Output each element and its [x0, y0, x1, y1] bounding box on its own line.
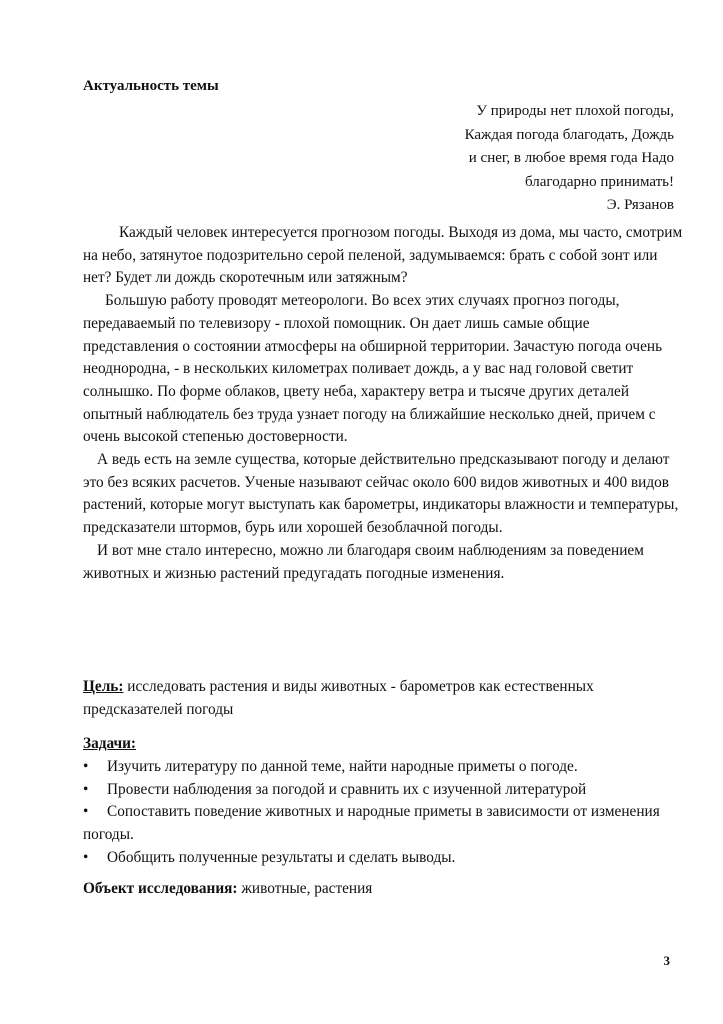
section-heading: Актуальность темы: [83, 78, 219, 94]
epigraph: [374, 100, 674, 218]
task-text: Изучить литературу по данной теме, найти народные приметы о погоде.: [107, 758, 578, 775]
goal: [83, 676, 683, 721]
goal-label: Цель:: [83, 678, 124, 695]
bullet-icon: •: [83, 780, 89, 798]
list-item: [83, 801, 683, 846]
paragraph: Большую работу проводят метеорологи. Во всех этих случаях прогноз погоды, передаваемый по телевизору - плохой помощник. Он дает лишь самые общие представления о состоянии атмосферы на обширной территории. Зачастую погода очень неоднородна, - в нескольких километрах поливает дождь, а у вас над головой светит солнышко. По форме облаков, цвету неба, характеру ветра и тысяче других деталей опытный наблюдатель без труда узнает погоду на ближайшие несколько дней, причем с очень высокой степенью достоверности.: [83, 292, 663, 446]
tasks-heading: [83, 734, 136, 754]
bullet-icon: •: [83, 758, 89, 775]
epigraph-line: благодарно принимать!: [525, 173, 674, 190]
page-number: 3: [663, 953, 670, 968]
tasks-label: Задачи:: [83, 735, 137, 752]
object-text: животные, растения: [237, 880, 373, 897]
object-label: Объект исследования:: [83, 880, 238, 897]
list-item: [83, 847, 683, 870]
paragraph: А ведь есть на земле существа, которые действительно предсказывают погоду и делают это без всяких расчетов. Ученые называют сейчас около 600 видов животных и 400 видов растений, которые могут выступать как барометры, индикаторы влажности и температуры, предсказатели штормов, бурь или хорошей безоблачной погоды.: [83, 451, 679, 537]
epigraph-line: Каждая погода благодать, Дождь: [464, 126, 674, 143]
body-text: [83, 222, 683, 585]
task-text: Сопоставить поведение животных и народные приметы в зависимости от изменения погоды.: [83, 803, 660, 844]
research-object: [83, 879, 683, 899]
epigraph-author: Э. Рязанов: [606, 197, 674, 213]
goal-text: исследовать растения и виды животных - барометров как естественных предсказателей погоды: [83, 678, 594, 718]
bullet-icon: •: [83, 803, 89, 821]
tasks-list: [83, 756, 683, 870]
list-item: [83, 756, 683, 779]
paragraph: И вот мне стало интересно, можно ли благодаря своим наблюдениям за поведением животных и жизнью растений предугадать погодные изменения.: [83, 541, 644, 582]
epigraph-line: У природы нет плохой погоды,: [476, 103, 674, 119]
paragraph: Каждый человек интересуется прогнозом погоды. Выходя из дома, мы часто, смотрим на небо, затянутое подозрительно серой пеленой, задумываемся: брать с собой зонт или нет? Будет ли дождь скоротечным или затяжным?: [83, 224, 683, 287]
epigraph-line: и снег, в любое время года Надо: [468, 150, 674, 166]
task-text: Провести наблюдения за погодой и сравнить их с изученной литературой: [107, 780, 587, 798]
bullet-icon: •: [83, 848, 89, 866]
list-item: [83, 779, 683, 802]
task-text: Обобщить полученные результаты и сделать выводы.: [107, 848, 456, 866]
